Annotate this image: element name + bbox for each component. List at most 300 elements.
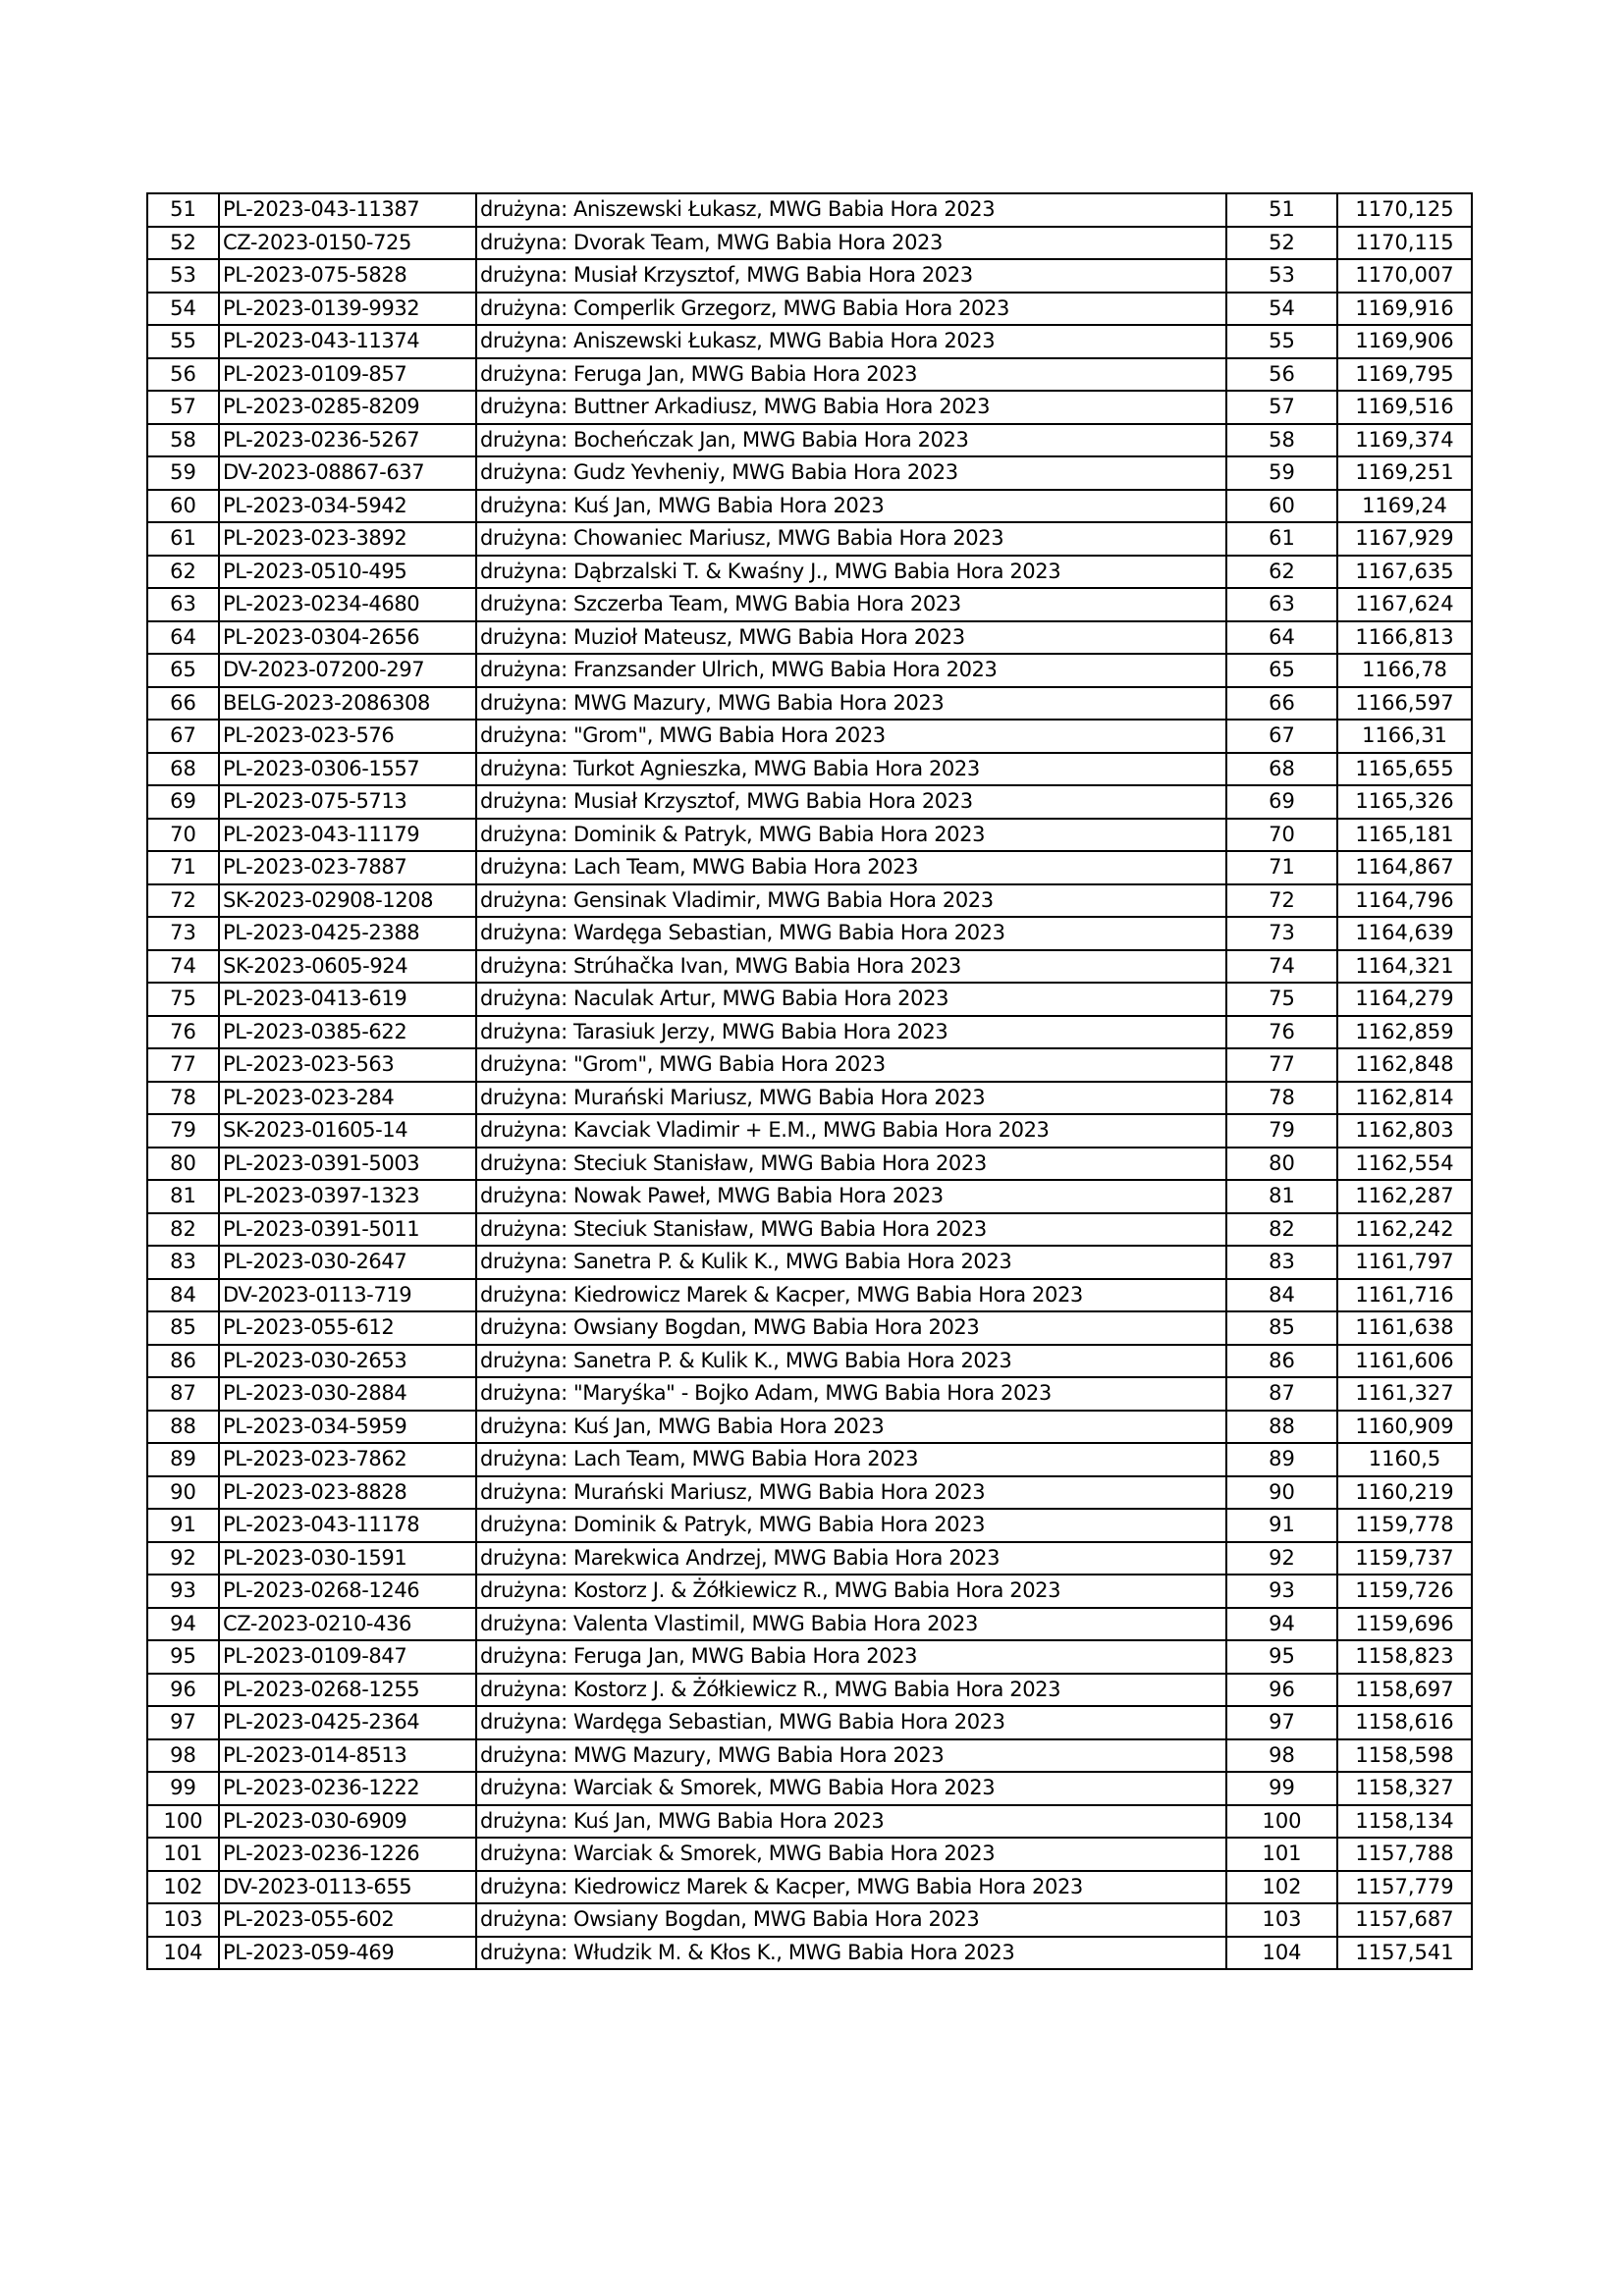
place-cell: 54	[1226, 293, 1337, 326]
row-number-cell: 78	[147, 1082, 219, 1115]
row-number-cell: 93	[147, 1575, 219, 1608]
score-cell: 1159,696	[1337, 1608, 1472, 1641]
team-name-cell: drużyna: MWG Mazury, MWG Babia Hora 2023	[476, 1739, 1226, 1773]
team-name-cell: drużyna: Szczerba Team, MWG Babia Hora 2023	[476, 588, 1226, 621]
ring-id-cell: PL-2023-0234-4680	[219, 588, 476, 621]
score-cell: 1165,326	[1337, 785, 1472, 819]
table-row	[147, 1805, 1472, 1839]
ring-id-cell: PL-2023-014-8513	[219, 1739, 476, 1773]
table-row	[147, 1640, 1472, 1674]
team-name-cell: drużyna: Comperlik Grzegorz, MWG Babia Hora 2023	[476, 293, 1226, 326]
place-cell: 53	[1226, 259, 1337, 293]
score-cell: 1165,181	[1337, 819, 1472, 852]
table-row	[147, 1871, 1472, 1904]
ring-id-cell: CZ-2023-0210-436	[219, 1608, 476, 1641]
table-row	[147, 1180, 1472, 1213]
team-name-cell: drużyna: Owsiany Bogdan, MWG Babia Hora 2023	[476, 1903, 1226, 1937]
team-name-cell: drużyna: Murański Mariusz, MWG Babia Hora 2023	[476, 1476, 1226, 1510]
score-cell: 1169,906	[1337, 325, 1472, 358]
score-cell: 1166,78	[1337, 654, 1472, 687]
team-name-cell: drużyna: Owsiany Bogdan, MWG Babia Hora 2023	[476, 1311, 1226, 1345]
place-cell: 59	[1226, 456, 1337, 490]
score-cell: 1162,803	[1337, 1114, 1472, 1148]
table-row	[147, 1311, 1472, 1345]
table-row	[147, 1148, 1472, 1181]
place-cell: 70	[1226, 819, 1337, 852]
ring-id-cell: PL-2023-0425-2364	[219, 1706, 476, 1739]
table-row	[147, 1542, 1472, 1575]
place-cell: 56	[1226, 358, 1337, 392]
score-cell: 1157,788	[1337, 1838, 1472, 1871]
score-cell: 1158,327	[1337, 1772, 1472, 1805]
score-cell: 1170,007	[1337, 259, 1472, 293]
row-number-cell: 67	[147, 720, 219, 753]
score-cell: 1169,374	[1337, 424, 1472, 457]
score-cell: 1166,597	[1337, 687, 1472, 721]
place-cell: 51	[1226, 193, 1337, 227]
place-cell: 89	[1226, 1443, 1337, 1476]
team-name-cell: drużyna: Sanetra P. & Kulik K., MWG Babia Hora 2023	[476, 1345, 1226, 1378]
team-name-cell: drużyna: Naculak Artur, MWG Babia Hora 2023	[476, 983, 1226, 1016]
team-name-cell: drużyna: Kiedrowicz Marek & Kacper, MWG Babia Hora 2023	[476, 1871, 1226, 1904]
team-name-cell: drużyna: Dominik & Patryk, MWG Babia Hora 2023	[476, 1509, 1226, 1542]
row-number-cell: 88	[147, 1411, 219, 1444]
row-number-cell: 51	[147, 193, 219, 227]
table-row	[147, 687, 1472, 721]
ring-id-cell: PL-2023-059-469	[219, 1937, 476, 1970]
row-number-cell: 56	[147, 358, 219, 392]
place-cell: 102	[1226, 1871, 1337, 1904]
table-row	[147, 1608, 1472, 1641]
table-row	[147, 293, 1472, 326]
team-name-cell: drużyna: Feruga Jan, MWG Babia Hora 2023	[476, 1640, 1226, 1674]
row-number-cell: 66	[147, 687, 219, 721]
score-cell: 1170,115	[1337, 227, 1472, 260]
score-cell: 1157,541	[1337, 1937, 1472, 1970]
place-cell: 80	[1226, 1148, 1337, 1181]
table-row	[147, 1838, 1472, 1871]
row-number-cell: 95	[147, 1640, 219, 1674]
ring-id-cell: PL-2023-023-576	[219, 720, 476, 753]
row-number-cell: 89	[147, 1443, 219, 1476]
row-number-cell: 65	[147, 654, 219, 687]
table-row	[147, 720, 1472, 753]
score-cell: 1161,797	[1337, 1246, 1472, 1279]
row-number-cell: 64	[147, 621, 219, 655]
score-cell: 1164,639	[1337, 917, 1472, 950]
team-name-cell: drużyna: Franzsander Ulrich, MWG Babia Hora 2023	[476, 654, 1226, 687]
place-cell: 83	[1226, 1246, 1337, 1279]
table-row	[147, 1509, 1472, 1542]
table-row	[147, 1674, 1472, 1707]
team-name-cell: drużyna: Feruga Jan, MWG Babia Hora 2023	[476, 358, 1226, 392]
score-cell: 1164,867	[1337, 851, 1472, 884]
score-cell: 1162,859	[1337, 1016, 1472, 1049]
ring-id-cell: PL-2023-075-5713	[219, 785, 476, 819]
score-cell: 1157,687	[1337, 1903, 1472, 1937]
score-cell: 1160,909	[1337, 1411, 1472, 1444]
place-cell: 77	[1226, 1048, 1337, 1082]
place-cell: 92	[1226, 1542, 1337, 1575]
place-cell: 78	[1226, 1082, 1337, 1115]
team-name-cell: drużyna: Wardęga Sebastian, MWG Babia Hora 2023	[476, 1706, 1226, 1739]
row-number-cell: 74	[147, 950, 219, 984]
team-name-cell: drużyna: Bocheńczak Jan, MWG Babia Hora 2023	[476, 424, 1226, 457]
place-cell: 79	[1226, 1114, 1337, 1148]
table-row	[147, 556, 1472, 589]
place-cell: 103	[1226, 1903, 1337, 1937]
score-cell: 1157,779	[1337, 1871, 1472, 1904]
place-cell: 84	[1226, 1279, 1337, 1312]
ring-id-cell: PL-2023-0236-5267	[219, 424, 476, 457]
score-cell: 1169,251	[1337, 456, 1472, 490]
team-name-cell: drużyna: Murański Mariusz, MWG Babia Hora 2023	[476, 1082, 1226, 1115]
team-name-cell: drużyna: Warciak & Smorek, MWG Babia Hora 2023	[476, 1772, 1226, 1805]
row-number-cell: 85	[147, 1311, 219, 1345]
place-cell: 96	[1226, 1674, 1337, 1707]
ring-id-cell: PL-2023-034-5942	[219, 490, 476, 523]
table-row	[147, 1082, 1472, 1115]
score-cell: 1169,24	[1337, 490, 1472, 523]
ring-id-cell: PL-2023-0306-1557	[219, 753, 476, 786]
table-row	[147, 424, 1472, 457]
table-row	[147, 1706, 1472, 1739]
score-cell: 1161,606	[1337, 1345, 1472, 1378]
row-number-cell: 68	[147, 753, 219, 786]
ring-id-cell: PL-2023-055-612	[219, 1311, 476, 1345]
table-row	[147, 785, 1472, 819]
ring-id-cell: PL-2023-0391-5003	[219, 1148, 476, 1181]
team-name-cell: drużyna: Gudz Yevheniy, MWG Babia Hora 2023	[476, 456, 1226, 490]
ring-id-cell: PL-2023-030-2653	[219, 1345, 476, 1378]
team-name-cell: drużyna: Gensinak Vladimir, MWG Babia Hora 2023	[476, 884, 1226, 918]
row-number-cell: 87	[147, 1377, 219, 1411]
table-row	[147, 1016, 1472, 1049]
ring-id-cell: PL-2023-0109-847	[219, 1640, 476, 1674]
place-cell: 90	[1226, 1476, 1337, 1510]
score-cell: 1164,796	[1337, 884, 1472, 918]
team-name-cell: drużyna: Włudzik M. & Kłos K., MWG Babia Hora 2023	[476, 1937, 1226, 1970]
ring-id-cell: PL-2023-0285-8209	[219, 391, 476, 424]
team-name-cell: drużyna: "Grom", MWG Babia Hora 2023	[476, 1048, 1226, 1082]
place-cell: 71	[1226, 851, 1337, 884]
score-cell: 1169,516	[1337, 391, 1472, 424]
team-name-cell: drużyna: Aniszewski Łukasz, MWG Babia Hora 2023	[476, 325, 1226, 358]
ring-id-cell: PL-2023-0391-5011	[219, 1213, 476, 1247]
table-row	[147, 753, 1472, 786]
score-cell: 1164,321	[1337, 950, 1472, 984]
place-cell: 64	[1226, 621, 1337, 655]
row-number-cell: 69	[147, 785, 219, 819]
team-name-cell: drużyna: Kostorz J. & Żółkiewicz R., MWG Babia Hora 2023	[476, 1575, 1226, 1608]
place-cell: 76	[1226, 1016, 1337, 1049]
ring-id-cell: PL-2023-030-1591	[219, 1542, 476, 1575]
table-row	[147, 1575, 1472, 1608]
ring-id-cell: SK-2023-02908-1208	[219, 884, 476, 918]
row-number-cell: 79	[147, 1114, 219, 1148]
ring-id-cell: SK-2023-0605-924	[219, 950, 476, 984]
score-cell: 1162,848	[1337, 1048, 1472, 1082]
table-row	[147, 1937, 1472, 1970]
place-cell: 85	[1226, 1311, 1337, 1345]
place-cell: 62	[1226, 556, 1337, 589]
table-row	[147, 325, 1472, 358]
place-cell: 97	[1226, 1706, 1337, 1739]
ring-id-cell: PL-2023-0236-1226	[219, 1838, 476, 1871]
table-row	[147, 1772, 1472, 1805]
results-table-body	[147, 193, 1472, 1969]
score-cell: 1169,916	[1337, 293, 1472, 326]
place-cell: 101	[1226, 1838, 1337, 1871]
table-row	[147, 950, 1472, 984]
score-cell: 1158,598	[1337, 1739, 1472, 1773]
ring-id-cell: PL-2023-055-602	[219, 1903, 476, 1937]
ring-id-cell: PL-2023-043-11374	[219, 325, 476, 358]
team-name-cell: drużyna: Musiał Krzysztof, MWG Babia Hora 2023	[476, 259, 1226, 293]
row-number-cell: 61	[147, 522, 219, 556]
place-cell: 94	[1226, 1608, 1337, 1641]
ring-id-cell: PL-2023-023-3892	[219, 522, 476, 556]
score-cell: 1165,655	[1337, 753, 1472, 786]
place-cell: 100	[1226, 1805, 1337, 1839]
ring-id-cell: PL-2023-0268-1246	[219, 1575, 476, 1608]
table-row	[147, 588, 1472, 621]
team-name-cell: drużyna: Steciuk Stanisław, MWG Babia Hora 2023	[476, 1148, 1226, 1181]
row-number-cell: 102	[147, 1871, 219, 1904]
place-cell: 93	[1226, 1575, 1337, 1608]
team-name-cell: drużyna: "Maryśka" - Bojko Adam, MWG Babia Hora 2023	[476, 1377, 1226, 1411]
team-name-cell: drużyna: Marekwica Andrzej, MWG Babia Hora 2023	[476, 1542, 1226, 1575]
score-cell: 1160,5	[1337, 1443, 1472, 1476]
score-cell: 1166,813	[1337, 621, 1472, 655]
team-name-cell: drużyna: Dąbrzalski T. & Kwaśny J., MWG Babia Hora 2023	[476, 556, 1226, 589]
place-cell: 99	[1226, 1772, 1337, 1805]
table-row	[147, 654, 1472, 687]
row-number-cell: 77	[147, 1048, 219, 1082]
ring-id-cell: PL-2023-043-11179	[219, 819, 476, 852]
team-name-cell: drużyna: Kuś Jan, MWG Babia Hora 2023	[476, 490, 1226, 523]
row-number-cell: 54	[147, 293, 219, 326]
team-name-cell: drużyna: Warciak & Smorek, MWG Babia Hora 2023	[476, 1838, 1226, 1871]
place-cell: 68	[1226, 753, 1337, 786]
ring-id-cell: PL-2023-0139-9932	[219, 293, 476, 326]
ring-id-cell: PL-2023-023-563	[219, 1048, 476, 1082]
table-row	[147, 1903, 1472, 1937]
table-row	[147, 358, 1472, 392]
score-cell: 1162,287	[1337, 1180, 1472, 1213]
team-name-cell: drużyna: Valenta Vlastimil, MWG Babia Hora 2023	[476, 1608, 1226, 1641]
ring-id-cell: PL-2023-0304-2656	[219, 621, 476, 655]
place-cell: 75	[1226, 983, 1337, 1016]
team-name-cell: drużyna: Dominik & Patryk, MWG Babia Hora 2023	[476, 819, 1226, 852]
table-row	[147, 1114, 1472, 1148]
row-number-cell: 73	[147, 917, 219, 950]
place-cell: 60	[1226, 490, 1337, 523]
ring-id-cell: PL-2023-0413-619	[219, 983, 476, 1016]
table-row	[147, 490, 1472, 523]
row-number-cell: 101	[147, 1838, 219, 1871]
team-name-cell: drużyna: Kostorz J. & Żółkiewicz R., MWG Babia Hora 2023	[476, 1674, 1226, 1707]
team-name-cell: drużyna: Strúhačka Ivan, MWG Babia Hora 2023	[476, 950, 1226, 984]
team-name-cell: drużyna: Buttner Arkadiusz, MWG Babia Hora 2023	[476, 391, 1226, 424]
ring-id-cell: PL-2023-023-7887	[219, 851, 476, 884]
row-number-cell: 84	[147, 1279, 219, 1312]
table-row	[147, 983, 1472, 1016]
score-cell: 1169,795	[1337, 358, 1472, 392]
place-cell: 63	[1226, 588, 1337, 621]
place-cell: 91	[1226, 1509, 1337, 1542]
place-cell: 86	[1226, 1345, 1337, 1378]
ring-id-cell: BELG-2023-2086308	[219, 687, 476, 721]
team-name-cell: drużyna: Tarasiuk Jerzy, MWG Babia Hora 2023	[476, 1016, 1226, 1049]
row-number-cell: 100	[147, 1805, 219, 1839]
ring-id-cell: DV-2023-0113-655	[219, 1871, 476, 1904]
place-cell: 104	[1226, 1937, 1337, 1970]
row-number-cell: 80	[147, 1148, 219, 1181]
row-number-cell: 60	[147, 490, 219, 523]
table-row	[147, 1345, 1472, 1378]
score-cell: 1158,823	[1337, 1640, 1472, 1674]
score-cell: 1162,554	[1337, 1148, 1472, 1181]
row-number-cell: 63	[147, 588, 219, 621]
team-name-cell: drużyna: Sanetra P. & Kulik K., MWG Babia Hora 2023	[476, 1246, 1226, 1279]
ring-id-cell: DV-2023-0113-719	[219, 1279, 476, 1312]
table-row	[147, 1476, 1472, 1510]
place-cell: 73	[1226, 917, 1337, 950]
place-cell: 55	[1226, 325, 1337, 358]
place-cell: 67	[1226, 720, 1337, 753]
row-number-cell: 55	[147, 325, 219, 358]
score-cell: 1167,624	[1337, 588, 1472, 621]
table-row	[147, 1213, 1472, 1247]
row-number-cell: 94	[147, 1608, 219, 1641]
table-row	[147, 851, 1472, 884]
place-cell: 52	[1226, 227, 1337, 260]
row-number-cell: 62	[147, 556, 219, 589]
place-cell: 82	[1226, 1213, 1337, 1247]
score-cell: 1166,31	[1337, 720, 1472, 753]
table-row	[147, 1411, 1472, 1444]
team-name-cell: drużyna: Turkot Agnieszka, MWG Babia Hora 2023	[476, 753, 1226, 786]
ring-id-cell: PL-2023-023-7862	[219, 1443, 476, 1476]
ring-id-cell: PL-2023-043-11387	[219, 193, 476, 227]
ring-id-cell: PL-2023-034-5959	[219, 1411, 476, 1444]
ring-id-cell: PL-2023-0236-1222	[219, 1772, 476, 1805]
score-cell: 1158,134	[1337, 1805, 1472, 1839]
team-name-cell: drużyna: Nowak Paweł, MWG Babia Hora 2023	[476, 1180, 1226, 1213]
place-cell: 81	[1226, 1180, 1337, 1213]
row-number-cell: 98	[147, 1739, 219, 1773]
team-name-cell: drużyna: Kuś Jan, MWG Babia Hora 2023	[476, 1411, 1226, 1444]
table-row	[147, 522, 1472, 556]
row-number-cell: 97	[147, 1706, 219, 1739]
table-row	[147, 391, 1472, 424]
ring-id-cell: PL-2023-030-2647	[219, 1246, 476, 1279]
row-number-cell: 82	[147, 1213, 219, 1247]
score-cell: 1158,616	[1337, 1706, 1472, 1739]
score-cell: 1161,638	[1337, 1311, 1472, 1345]
score-cell: 1159,737	[1337, 1542, 1472, 1575]
score-cell: 1164,279	[1337, 983, 1472, 1016]
row-number-cell: 76	[147, 1016, 219, 1049]
ring-id-cell: PL-2023-023-8828	[219, 1476, 476, 1510]
table-row	[147, 1279, 1472, 1312]
table-row	[147, 884, 1472, 918]
team-name-cell: drużyna: Lach Team, MWG Babia Hora 2023	[476, 1443, 1226, 1476]
place-cell: 74	[1226, 950, 1337, 984]
ring-id-cell: PL-2023-023-284	[219, 1082, 476, 1115]
ring-id-cell: PL-2023-0109-857	[219, 358, 476, 392]
ring-id-cell: PL-2023-075-5828	[219, 259, 476, 293]
score-cell: 1162,242	[1337, 1213, 1472, 1247]
table-row	[147, 193, 1472, 227]
row-number-cell: 59	[147, 456, 219, 490]
score-cell: 1167,929	[1337, 522, 1472, 556]
place-cell: 58	[1226, 424, 1337, 457]
team-name-cell: drużyna: Chowaniec Mariusz, MWG Babia Hora 2023	[476, 522, 1226, 556]
team-name-cell: drużyna: Steciuk Stanisław, MWG Babia Hora 2023	[476, 1213, 1226, 1247]
table-row	[147, 1377, 1472, 1411]
row-number-cell: 92	[147, 1542, 219, 1575]
team-name-cell: drużyna: Kuś Jan, MWG Babia Hora 2023	[476, 1805, 1226, 1839]
team-name-cell: drużyna: Dvorak Team, MWG Babia Hora 2023	[476, 227, 1226, 260]
score-cell: 1162,814	[1337, 1082, 1472, 1115]
team-name-cell: drużyna: Muzioł Mateusz, MWG Babia Hora 2023	[476, 621, 1226, 655]
results-table	[146, 192, 1473, 1970]
ring-id-cell: CZ-2023-0150-725	[219, 227, 476, 260]
ring-id-cell: PL-2023-0268-1255	[219, 1674, 476, 1707]
table-row	[147, 917, 1472, 950]
row-number-cell: 70	[147, 819, 219, 852]
row-number-cell: 58	[147, 424, 219, 457]
row-number-cell: 86	[147, 1345, 219, 1378]
team-name-cell: drużyna: Wardęga Sebastian, MWG Babia Hora 2023	[476, 917, 1226, 950]
row-number-cell: 81	[147, 1180, 219, 1213]
row-number-cell: 99	[147, 1772, 219, 1805]
table-row	[147, 456, 1472, 490]
row-number-cell: 103	[147, 1903, 219, 1937]
score-cell: 1160,219	[1337, 1476, 1472, 1510]
place-cell: 72	[1226, 884, 1337, 918]
ring-id-cell: PL-2023-030-2884	[219, 1377, 476, 1411]
row-number-cell: 71	[147, 851, 219, 884]
table-row	[147, 621, 1472, 655]
row-number-cell: 90	[147, 1476, 219, 1510]
table-row	[147, 819, 1472, 852]
row-number-cell: 75	[147, 983, 219, 1016]
row-number-cell: 83	[147, 1246, 219, 1279]
score-cell: 1159,726	[1337, 1575, 1472, 1608]
score-cell: 1161,716	[1337, 1279, 1472, 1312]
score-cell: 1159,778	[1337, 1509, 1472, 1542]
team-name-cell: drużyna: "Grom", MWG Babia Hora 2023	[476, 720, 1226, 753]
team-name-cell: drużyna: Kavciak Vladimir + E.M., MWG Babia Hora 2023	[476, 1114, 1226, 1148]
team-name-cell: drużyna: Aniszewski Łukasz, MWG Babia Hora 2023	[476, 193, 1226, 227]
score-cell: 1158,697	[1337, 1674, 1472, 1707]
row-number-cell: 96	[147, 1674, 219, 1707]
place-cell: 95	[1226, 1640, 1337, 1674]
ring-id-cell: PL-2023-030-6909	[219, 1805, 476, 1839]
row-number-cell: 91	[147, 1509, 219, 1542]
row-number-cell: 52	[147, 227, 219, 260]
ring-id-cell: PL-2023-0425-2388	[219, 917, 476, 950]
place-cell: 65	[1226, 654, 1337, 687]
table-row	[147, 259, 1472, 293]
ring-id-cell: PL-2023-0397-1323	[219, 1180, 476, 1213]
table-row	[147, 1246, 1472, 1279]
place-cell: 61	[1226, 522, 1337, 556]
ring-id-cell: SK-2023-01605-14	[219, 1114, 476, 1148]
